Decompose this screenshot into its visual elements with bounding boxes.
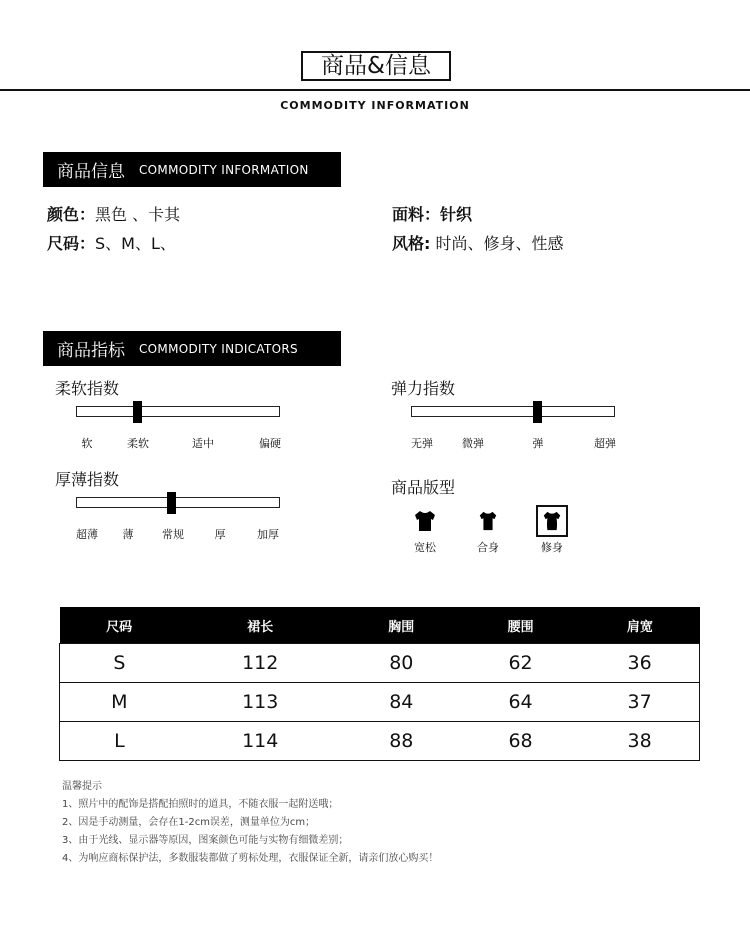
elasticity-ticks <box>411 435 615 449</box>
elasticity-marker <box>533 401 542 423</box>
size-label: 尺码： <box>47 234 96 253</box>
elasticity-tick: 微弹 <box>462 437 484 450</box>
table-cell: 37 <box>580 683 699 722</box>
tshirt-icon <box>536 505 568 537</box>
table-cell: 80 <box>342 644 461 683</box>
color-label: 颜色： <box>47 205 96 224</box>
softness-tick: 软 <box>81 437 93 450</box>
page-subtitle: COMMODITY INFORMATION <box>280 99 470 112</box>
size-table-header-cell: 胸围 <box>342 607 461 644</box>
notes-title: 温馨提示 <box>62 781 102 792</box>
info-section-title-cn: 商品信息 <box>57 162 125 182</box>
elasticity-tick: 超弹 <box>594 437 616 450</box>
size-table <box>59 607 700 761</box>
thickness-ticks <box>76 526 280 540</box>
softness-ticks <box>76 435 280 449</box>
indicators-section-banner <box>43 331 341 366</box>
size-table-header-cell: 尺码 <box>60 607 179 644</box>
softness-tick: 柔软 <box>127 437 149 450</box>
indicators-section-title-cn: 商品指标 <box>57 341 125 361</box>
color-row <box>47 202 180 225</box>
info-section-banner <box>43 152 341 187</box>
tshirt-icon <box>472 505 504 537</box>
header-divider <box>0 89 750 91</box>
elasticity-title: 弹力指数 <box>391 379 456 398</box>
softness-tick: 适中 <box>192 437 214 450</box>
thickness-title: 厚薄指数 <box>55 470 120 489</box>
fit-option-loose <box>405 505 445 555</box>
table-cell: 62 <box>461 644 580 683</box>
page-title: 商品&信息 <box>301 51 451 81</box>
note-item: 1、照片中的配饰是搭配拍照时的道具，不随衣服一起附送哦； <box>62 799 339 810</box>
table-cell: L <box>60 722 179 761</box>
thickness-tick: 超薄 <box>76 528 98 541</box>
fit-option-regular <box>468 505 508 555</box>
style-label: 风格: <box>392 234 431 253</box>
table-cell: 38 <box>580 722 699 761</box>
softness-title: 柔软指数 <box>55 379 120 398</box>
thickness-tick: 加厚 <box>257 528 279 541</box>
fabric-value: 针织 <box>440 205 473 224</box>
table-row <box>60 683 700 722</box>
elasticity-scale <box>411 406 615 417</box>
table-row <box>60 644 700 683</box>
note-item: 3、由于光线、显示器等原因，图案颜色可能与实物有细微差别； <box>62 835 349 846</box>
style-row <box>392 231 564 254</box>
table-cell: 114 <box>179 722 342 761</box>
thickness-marker <box>167 492 176 514</box>
tshirt-icon <box>409 505 441 537</box>
table-cell: 84 <box>342 683 461 722</box>
size-table-header-cell: 肩宽 <box>580 607 699 644</box>
fit-title: 商品版型 <box>391 478 456 497</box>
fit-option-label: 合身 <box>477 541 499 554</box>
color-value: 黑色 、卡其 <box>95 205 181 224</box>
note-item: 4、为响应商标保护法，多数服装都做了剪标处理，衣服保证全新，请亲们放心购买！ <box>62 853 439 864</box>
size-table-header-cell: 腰围 <box>461 607 580 644</box>
thickness-tick: 厚 <box>214 528 226 541</box>
table-cell: 112 <box>179 644 342 683</box>
note-item: 2、因是手动测量，会存在1-2cm误差，测量单位为cm； <box>62 817 316 828</box>
fit-option-label: 宽松 <box>414 541 436 554</box>
fit-option-label: 修身 <box>541 541 563 554</box>
fabric-label: 面料： <box>392 205 441 224</box>
softness-marker <box>133 401 142 423</box>
table-row <box>60 722 700 761</box>
table-cell: 36 <box>580 644 699 683</box>
thickness-tick: 薄 <box>122 528 134 541</box>
size-table-header-cell: 裙长 <box>179 607 342 644</box>
indicators-section-title-en: COMMODITY INDICATORS <box>139 341 298 356</box>
table-cell: M <box>60 683 179 722</box>
softness-tick: 偏硬 <box>259 437 281 450</box>
softness-scale <box>76 406 280 417</box>
table-cell: 88 <box>342 722 461 761</box>
thickness-tick: 常规 <box>162 528 184 541</box>
thickness-scale <box>76 497 280 508</box>
elasticity-tick: 无弹 <box>411 437 433 450</box>
fit-option-slim-selected <box>532 505 572 555</box>
style-value: 时尚、修身、性感 <box>435 234 564 253</box>
table-cell: 68 <box>461 722 580 761</box>
notes <box>62 778 438 868</box>
table-cell: 113 <box>179 683 342 722</box>
size-table-header <box>60 607 700 644</box>
table-cell: S <box>60 644 179 683</box>
size-value: S、M、L、 <box>95 234 176 253</box>
fabric-row <box>392 202 472 225</box>
size-row <box>47 231 176 254</box>
info-section-title-en: COMMODITY INFORMATION <box>139 162 309 177</box>
table-cell: 64 <box>461 683 580 722</box>
elasticity-tick: 弹 <box>532 437 544 450</box>
